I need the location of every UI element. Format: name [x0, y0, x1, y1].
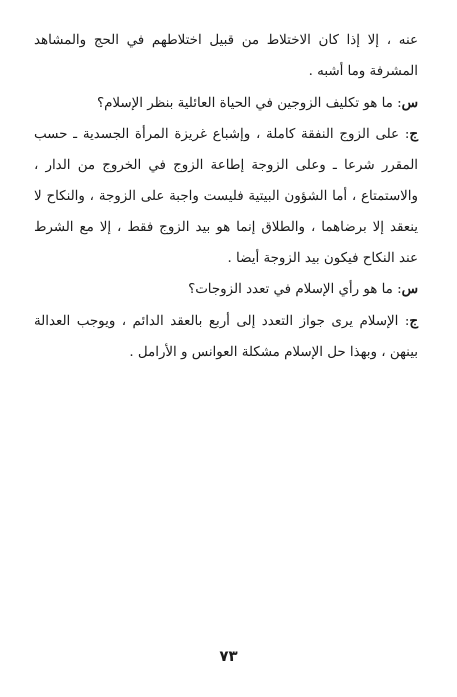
page-body-text [34, 26, 418, 369]
page-number: ٧٣ [219, 647, 238, 665]
question-text: ما هو تكليف الزوجين في الحياة العائلية بنظر الإسلام؟ [96, 95, 393, 111]
label-separator: : [398, 314, 410, 330]
label-separator: : [392, 282, 402, 298]
continuation-text: عنه ، إلا إذا كان الاختلاط من قبيل اختلاطهم في الحج والمشاهد المشرفة وما أشبه . [34, 33, 418, 79]
answer-text: الإسلام يرى جواز التعدد إلى أربع بالعقد الدائم ، ويوجب العدالة بينهن ، وبهذا حل الإسلام مشكلة العوانس و الأرامل . [34, 314, 418, 360]
label-separator: : [399, 127, 410, 143]
answer-text: على الزوج النفقة كاملة ، وإشباع غريزة المرأة الجسدية ـ حسب المقرر شرعا ـ وعلى الزوجة إطاعة الزوج في الخروج من الدار ، والاستمتاع ، أما الشؤون البيتية فليست واجبة على الزوجة ، والنكاح لا ينعقد إلا برضاهما ، والطلاق إنما هو بيد الزوج فقط ، إلا مع الشرط عند النكاح فيكون بيد الزوجة أيضا . [34, 127, 418, 266]
label-separator: : [392, 95, 402, 111]
question-paragraph [34, 274, 418, 306]
answer-paragraph [34, 119, 418, 274]
question-paragraph [34, 88, 418, 120]
answer-paragraph [34, 306, 418, 369]
question-text: ما هو رأي الإسلام في تعدد الزوجات؟ [188, 282, 393, 298]
question-label: س [401, 94, 418, 111]
continuation-paragraph [34, 26, 418, 88]
answer-label: ج [409, 126, 418, 143]
answer-label: ج [409, 313, 418, 330]
question-label: س [401, 281, 418, 298]
